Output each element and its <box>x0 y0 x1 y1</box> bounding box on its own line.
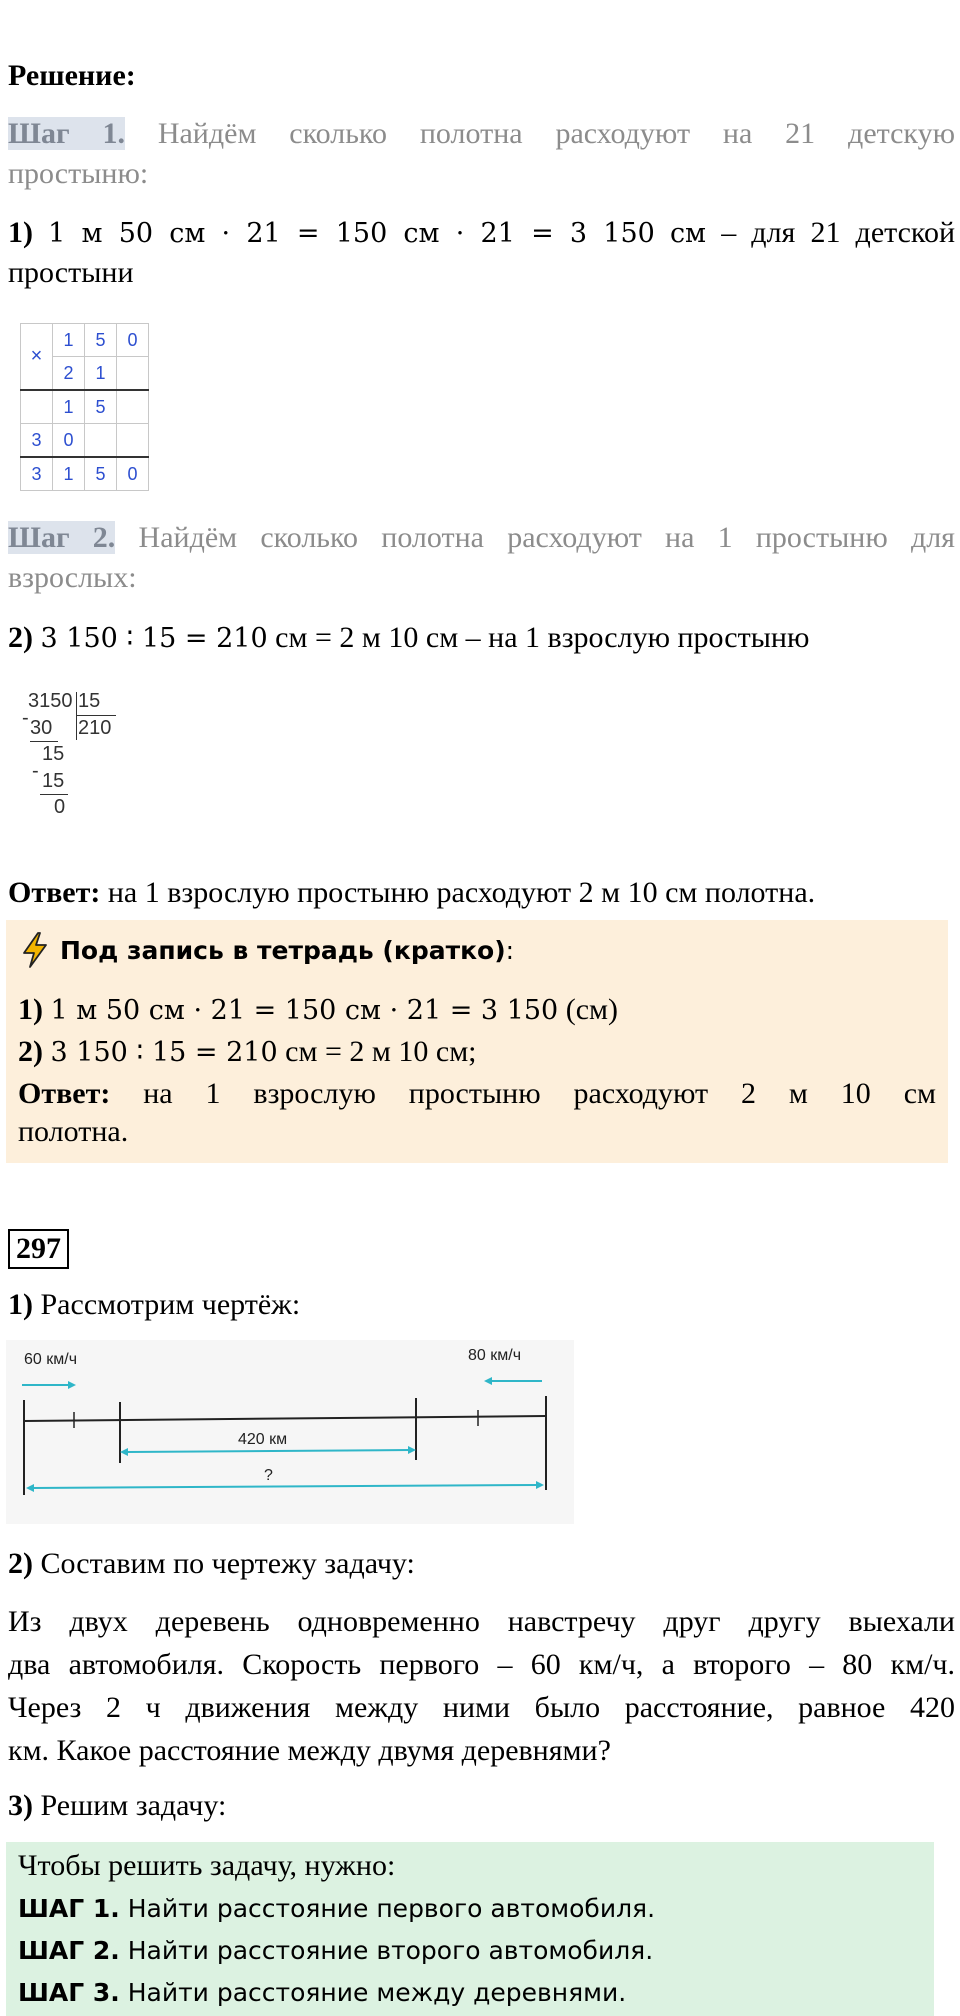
notebook-line1-number: 1) <box>18 993 43 1026</box>
division-sub2: 15 <box>42 770 65 792</box>
notebook-box <box>6 920 948 1163</box>
long-division <box>22 690 132 840</box>
division-minus: - <box>22 707 29 729</box>
notebook-colon: : <box>505 935 515 965</box>
p297-step1-number: 1) <box>8 1288 33 1321</box>
notebook-title: Под запись в тетрадь (кратко) <box>60 935 506 965</box>
step1-line2: простыню: <box>8 157 149 190</box>
table-cell: 3 <box>21 424 53 458</box>
calc1-tail: – для 21 детской <box>721 216 956 249</box>
problem-text-line: Из двух деревень одновременно навстречу друг другу выехали <box>8 1605 955 1638</box>
answer1-text: на 1 взрослую простыню расходуют 2 м 10 см полотна. <box>107 876 816 909</box>
table-cell: 3 <box>21 457 53 491</box>
division-vertical-line <box>76 692 77 740</box>
middle-distance-label: 420 км <box>238 1431 288 1448</box>
plan-step-text: Найти расстояние первого автомобиля. <box>127 1894 656 1923</box>
division-divisor-line <box>76 715 116 716</box>
step2-line2: взрослых: <box>8 561 137 594</box>
multiply-sign: × <box>21 324 53 391</box>
notebook-title-row <box>18 930 514 970</box>
calc1-line1 <box>8 213 955 254</box>
plan-step <box>18 1888 655 1930</box>
table-cell: 5 <box>85 324 117 357</box>
notebook-line2-expression: 3 150 ∶ 15 = 210 <box>50 1037 278 1068</box>
plan-step-label: ШАГ 2. <box>18 1936 120 1965</box>
p297-step2 <box>8 1544 415 1584</box>
table-cell: 1 <box>53 457 85 491</box>
left-arrow-head <box>68 1381 76 1389</box>
table-cell <box>117 424 149 458</box>
division-underline <box>40 794 68 795</box>
answer1-line <box>8 873 815 913</box>
p297-step3-number: 3) <box>8 1789 33 1822</box>
middle-distance-line <box>126 1450 410 1452</box>
calc1-number: 1) <box>8 216 33 249</box>
notebook-line1-unit: (см) <box>565 993 619 1026</box>
step2-label: Шаг 2. <box>8 521 116 554</box>
notebook-line1-expression: 1 м 50 см · 21 = 150 см · 21 = 3 150 <box>50 995 559 1026</box>
middle-arrow-left <box>120 1448 128 1456</box>
lightning-icon <box>18 931 52 969</box>
table-cell <box>117 390 149 424</box>
calc1-expression: 1 м 50 см · 21 = 150 см · 21 = 3 150 <box>48 218 655 249</box>
division-minus: - <box>32 760 39 782</box>
total-arrow-right <box>536 1481 544 1489</box>
p297-step2-number: 2) <box>8 1547 33 1580</box>
notebook-answer-label: Ответ: <box>18 1077 111 1110</box>
notebook-line2 <box>18 1032 477 1073</box>
distance-diagram <box>6 1340 574 1524</box>
division-underline <box>30 741 58 742</box>
plan-step-text: Найти расстояние второго автомобиля. <box>127 1936 654 1965</box>
distance-diagram-svg <box>6 1340 574 1524</box>
step1-label: Шаг 1. <box>8 117 125 150</box>
plan-step-text: Найти расстояние между деревнями. <box>127 1978 627 2007</box>
total-distance-label: ? <box>264 1467 273 1484</box>
p297-step1 <box>8 1285 300 1325</box>
answer1-label: Ответ: <box>8 876 101 909</box>
problem-text-line: Через 2 ч движения между ними было расстояние, равное 420 <box>8 1691 955 1724</box>
solution-heading: Решение: <box>8 59 136 92</box>
step2-line1 <box>8 518 955 558</box>
p297-step3-text: Решим задачу: <box>40 1789 227 1822</box>
calc2-tail: см = 2 м 10 см – на 1 взрослую простыню <box>275 621 810 654</box>
plan-step <box>18 1972 626 2014</box>
division-rem2: 0 <box>54 796 66 818</box>
multiplication-table <box>20 323 149 491</box>
step1-text: Найдём сколько полотна расходуют на 21 детскую <box>157 117 955 150</box>
notebook-line1 <box>18 990 618 1031</box>
left-speed-label: 60 км/ч <box>24 1351 78 1368</box>
table-cell: 5 <box>85 457 117 491</box>
table-cell <box>85 424 117 458</box>
step2-text: Найдём сколько полотна расходуют на 1 простыню для <box>138 521 955 554</box>
problem-text-line: два автомобиля. Скорость первого – 60 км/ч, а второго – 80 км/ч. <box>8 1648 955 1681</box>
notebook-answer-text: на 1 взрослую простыню расходуют 2 м 10 см <box>143 1077 936 1110</box>
division-quotient: 210 <box>78 717 112 739</box>
plan-step-label: ШАГ 1. <box>18 1894 120 1923</box>
total-distance-line <box>32 1485 538 1488</box>
plan-box <box>6 1842 934 2016</box>
calc2-line <box>8 618 809 659</box>
calc2-expression: 3 150 ∶ 15 = 210 <box>40 623 268 654</box>
step1-line1 <box>8 114 955 154</box>
total-arrow-left <box>26 1484 34 1492</box>
road-line <box>24 1416 546 1421</box>
plan-intro: Чтобы решить задачу, нужно: <box>18 1849 396 1882</box>
division-dividend: 3150 <box>28 690 73 712</box>
notebook-line2-tail: см = 2 м 10 см; <box>285 1035 477 1068</box>
table-cell <box>117 357 149 391</box>
calc2-number: 2) <box>8 621 33 654</box>
notebook-answer-line1 <box>18 1074 936 1114</box>
table-cell: 1 <box>53 324 85 357</box>
p297-step3 <box>8 1786 226 1826</box>
problem-number: 297 <box>8 1229 69 1269</box>
calc1-unit: см <box>669 218 707 249</box>
division-divisor: 15 <box>78 690 101 712</box>
division-sub1: 30 <box>30 717 53 739</box>
table-cell: 5 <box>85 390 117 424</box>
calc1-line2: простыни <box>8 256 134 289</box>
notebook-answer-line2: полотна. <box>18 1115 129 1148</box>
table-cell: 1 <box>85 357 117 391</box>
p297-step2-text: Составим по чертежу задачу: <box>40 1547 415 1580</box>
plan-step-label: ШАГ 3. <box>18 1978 120 2007</box>
right-arrow-head <box>484 1377 492 1385</box>
p297-step1-text: Рассмотрим чертёж: <box>40 1288 301 1321</box>
table-cell: 2 <box>53 357 85 391</box>
notebook-line2-number: 2) <box>18 1035 43 1068</box>
division-rem1: 15 <box>42 743 65 765</box>
plan-step <box>18 1930 653 1972</box>
table-cell: 1 <box>53 390 85 424</box>
right-speed-label: 80 км/ч <box>468 1347 522 1364</box>
table-cell <box>21 390 53 424</box>
table-cell: 0 <box>117 324 149 357</box>
problem-text-line: км. Какое расстояние между двумя деревнями? <box>8 1734 611 1767</box>
middle-arrow-right <box>408 1446 416 1454</box>
table-cell: 0 <box>117 457 149 491</box>
table-cell: 0 <box>53 424 85 458</box>
